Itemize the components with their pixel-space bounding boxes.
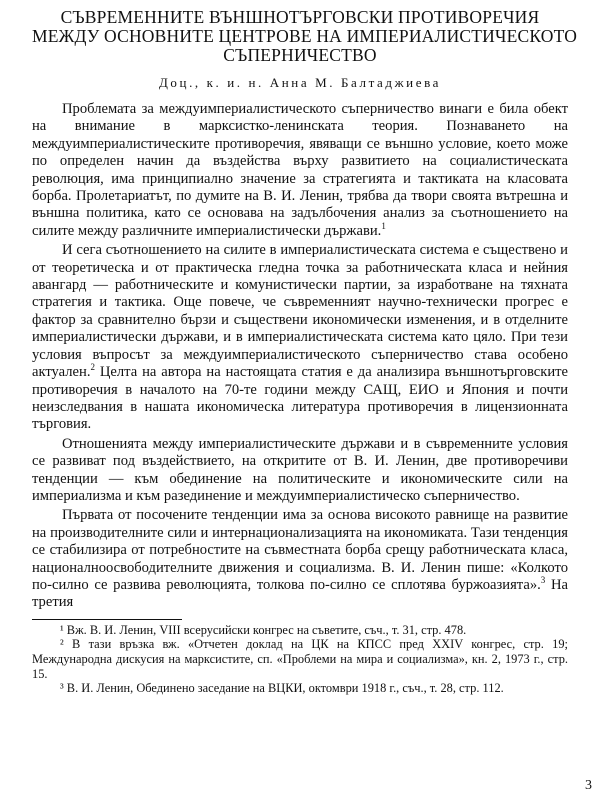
footnotes [32, 623, 568, 696]
page-number: 3 [585, 778, 592, 793]
paragraph-1-text: Проблемата за междуимпериалистическото съперничество винаги е била обект на внимание в марксистко-ленинската теория. Познаването на междуимпериалистическите противоречия, явяващи се външно условие, което може по определен начин да въздейства върху развитието на социалистическата революция, има принципиално значение за стратегията и тактиката на класовата борба. Пролетариатът, по думите на В. И. Ленин, трябва да твори своята вътрешна и външна политика, като се основава на задълбочения анализ за съотношението на силите между различните империалистически държави. [32, 101, 568, 239]
paragraph-2 [32, 242, 568, 433]
title-line-1: СЪВРЕМЕННИТЕ ВЪНШНОТЪРГОВСКИ ПРОТИВОРЕЧИЯ [60, 7, 540, 27]
article-body [32, 101, 568, 612]
footnote-1: ¹ Вж. В. И. Ленин, VIII всерусийски конгрес на съветите, съч., т. 31, стр. 478. [60, 622, 467, 637]
footnote-3: ³ В. И. Ленин, Обединено заседание на ВЦКИ, октомври 1918 г., съч., т. 28, стр. 112. [60, 681, 504, 696]
paragraph-2-text: И сега съотношението на силите в империалистическата система е съществено и от теоретическа и от практическа гледна точка за работническата класа и нейния авангард — работническите и комунистически партии, за изработване на тяхната стратегия и тактика. Още повече, че съвременният научно-технически прогрес е фактор за сравнително бързи и съществени икономически изменения, и в отделните империалистически държави, и в империалистическата система като цяло. При тези условия въпросът за междуимпериалистическото съперничество става особено актуален. [32, 242, 568, 381]
paragraph-1 [32, 101, 568, 240]
footnote-ref-3: 3 [540, 575, 546, 586]
title-line-2: МЕЖДУ ОСНОВНИТЕ ЦЕНТРОВЕ НА ИМПЕРИАЛИСТИЧЕСКОТО [32, 26, 578, 46]
author-line: Доц., к. и. н. Анна М. Балтаджиева [158, 75, 442, 90]
title-line-3: СЪПЕРНИЧЕСТВО [223, 45, 377, 65]
footnote-ref-1: 1 [381, 220, 386, 231]
footnote-divider [32, 619, 182, 620]
paragraph-3-text: Отношенията между империалистическите държави и в съвременните условия се развиват под въздействието, на откритите от В. И. Ленин, две противоречиви тенденции — към обединение на политическите и икономическите сили на империализма и към разединение и междуимпериалистическо съперничество. [32, 435, 568, 504]
paragraph-3 [32, 436, 568, 506]
paragraph-2-tail: Целта на автора на настоящата статия е да анализира външнотърговските противоречия в началото на 70-те години между САЩ, ЕИО и Япония и почти неизследвания в нашата икономическа литература противоречия в лицензионната търговия. [32, 364, 568, 433]
paragraph-4 [32, 507, 568, 611]
paragraph-4-tail: На третия [32, 576, 568, 611]
article-title [32, 7, 578, 65]
paragraph-4-text: Първата от посочените тенденции има за основа високото равнище на развитие на производителните сили и интернационализацията на икономиката. Тази тенденция се стабилизира от потребностите на съвместната борба срещу работническата класа, националноосвободителните движения и социализма. В. И. Ленин пише: «Колкото по-силно се развива революцията, толкова по-силно се сплотява буржоазията». [32, 507, 568, 593]
footnote-2: ² В тази връзка вж. «Отчетен доклад на ЦК на КПСС пред XXIV конгрес, стр. 19; Международна дискусия на марксистите, сп. «Проблеми на мира и социализма», кн. 2, 1973 г., стр. 15. [32, 637, 568, 681]
footnote-ref-2: 2 [90, 362, 95, 373]
